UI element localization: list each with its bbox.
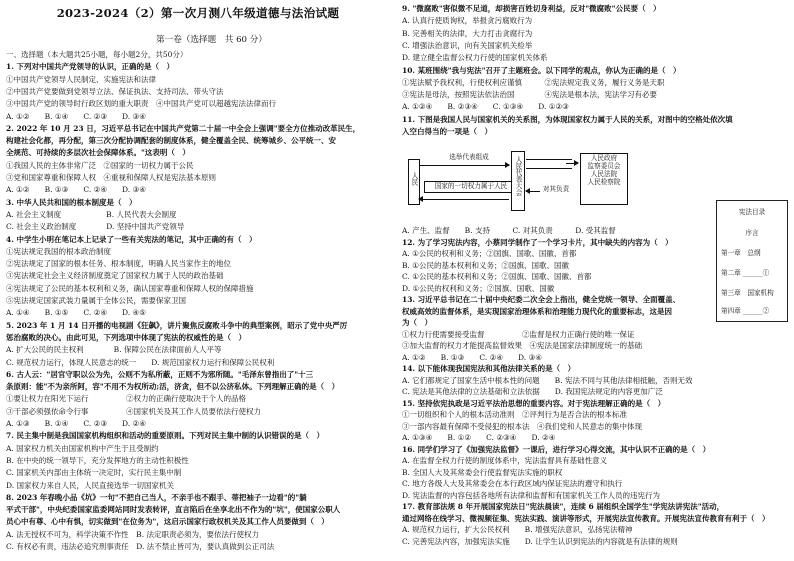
toc-preface: 序言: [745, 229, 759, 237]
question-line: ⑤宪法规定国家武装力量属于全体公民，需要保家卫国: [6, 296, 186, 305]
blank-2-icon: ②: [762, 307, 770, 315]
question-line: ①宪法赋予我权利，行使权利应谨慎 ②宪法规定我义务，履行义务是天职: [402, 77, 665, 87]
toc-row-2: 第二章 ______①: [721, 269, 770, 277]
question-stem: 7. 民主集中制是我国国家机构组织和活动的重要原则。下列对民主集中制的认识错误的是（ ）: [6, 431, 324, 441]
toc-row-4: 第四章 ______②: [721, 307, 770, 315]
question-stem: 11. 下图是我国人民与国家机关的关系图，为体现国家权力属于人民的关系，对图中的空格处依次填: [402, 114, 733, 124]
question-stem: 4. 中学生小明在笔记本上记录了一些有关宪法的笔记，其中正确的有（ ）: [6, 234, 257, 244]
question-line: ③宪法规定社会主义经济制度奠定了国家权力属于人民的政治基础: [6, 271, 224, 281]
all-power-label: 国家的一切权力属于人民: [424, 181, 518, 193]
constitution-toc-card: [716, 200, 788, 322]
question-line: ②宪法规定了国家的根本任务、根本制度，明确人民当家作主的地位: [6, 259, 231, 269]
question-line: D. 国家权力来自人民，人民直接选举一切国家机关: [6, 480, 175, 490]
question-line: A. ①④ B. ①⑤ C. ②④ D. ④⑤: [6, 308, 147, 318]
question-stem: 8. 2023 年春晚小品《坑》一句"不把自己当人，不亲手也不跟手、蒂把袖子一边看"的"躺: [6, 492, 307, 502]
question-line: D. 宪法监督的内容包括各地所有法律和监督和有国家机关工作人员的违宪行为: [402, 490, 661, 500]
npc-box: [511, 151, 525, 211]
question-stem: 员心中有尊、心中有惧，切实做到"在位务为"，这启示国家行政权机关及其工作人员要做到（ ）: [6, 517, 329, 527]
question-line: ②中国共产党要做到党领导立法、保证执法、支持司法、带头守法: [6, 86, 224, 96]
question-stem: 9. "微腐败"害似微不足道，却损害百姓切身利益，反对"微腐败"公民要（ ）: [402, 4, 661, 13]
question-stem: 全规范、可持续的多层次社会保障体系。"这表明（ ）: [6, 148, 190, 158]
arrow-power: [419, 199, 509, 200]
question-stem: 6. 古人云："居官守职以公为先，公则不为私所蔽，正则不为邪所随。"毛泽东曾指出了"十三: [6, 369, 314, 379]
question-line: A. ①② B. ①③ C. ②④ D. ③④: [402, 352, 543, 362]
question-stem: 权威高效的监督体系，是实现国家治理体系和治理能力现代化的重要标志，这是因: [402, 306, 672, 316]
elect-label: 选举代表组成: [449, 153, 489, 161]
question-stem: 17. 教育部法规 8 年开展国家宪法日"宪法晨读"，连续 6 届组织全国学生"学宪法讲宪法"活动，: [402, 502, 725, 511]
question-line: D. ①公民的权利和义务；②国旗、国歌、国徽: [402, 283, 555, 293]
toc-row-1: 第一章 总纲: [721, 249, 761, 257]
organ-4: 人民检察院: [587, 178, 621, 186]
question-stem: 10. 某班围绕"我与宪法"召开了主题班会。以下同学的观点，你认为正确的是（ ）: [402, 65, 681, 75]
question-line: A. ①②④ B. ②③④ C. ①③④ D. ①②③: [402, 102, 569, 112]
question-stem: 构建社会化都，再分配，第三次分配协调配套的制度体系，健全覆盖全民、统筹城乡、公平统一、安: [6, 136, 336, 146]
question-line: A. 在监督全权力行使的制度体系中，宪法监督具有基础性意义: [402, 456, 608, 465]
question-line: A. 扩大公民的民主权利 B. 保障公民在法律面前人人平等: [6, 345, 222, 355]
question-line: A. 认真行使质询权，举报贪污腐败行为: [402, 16, 533, 26]
responsible-label: 对其负责: [542, 185, 570, 193]
question-line: B. 完善相关的法律，大力打击贪腐行为: [402, 28, 533, 38]
question-stem: 1. 下列对中国共产党领导的认识，正确的是（ ）: [6, 62, 174, 72]
arrow-right-top: [566, 163, 578, 164]
question-stem: 5. 2023 年 1 月 14 日开播的电视剧《狂飙》，讲片聚焦反腐败斗争中的典型案例，昭示了党中央严厉: [6, 320, 348, 330]
question-line: A. 法无授权不可为，科学决策不作性 B. 法定职责必须为，要依法行使权力: [6, 529, 259, 539]
organ-2: 监察委员会: [587, 162, 621, 170]
question-stem: 12. 为了学习宪法内容，小蔡同学制作了一个学习卡片，其中缺失的内容为（ ）: [402, 237, 673, 247]
question-line: B. ①公民的基本权利和义务；②国旗、国歌、国徽: [402, 260, 570, 270]
question-line: ①宪法规定我国的根本政治制度: [6, 246, 111, 256]
question-line: C. ①公民的基本权利和义务；②国旗、国歌、国徽、首都: [402, 272, 592, 281]
arrow-elect: [419, 165, 509, 166]
question-line: ③一部内容最有保障不受侵犯的根本法 ④我们党和人民意志的集中体现: [402, 421, 642, 431]
question-stem: 平式干部"，中央纪委国家监委网站同时发表转评，直言陷后在坐享北出不作为的"坑"，使国家公职人: [6, 505, 341, 515]
question-line: A. ①③ B. ①④ C. ②③ D. ②④: [6, 419, 147, 428]
question-line: C. 有权必有责，违法必追究刑事责任 D. 法不禁止皆可为，要认真做到公正司法: [6, 542, 275, 551]
question-line: C. 社会主义政治制度 D. 坚持中国共产党领导: [6, 222, 185, 232]
state-organs-box: [580, 153, 628, 205]
question-line: ③干部必须强依命令行事 ④国家机关及其工作人员要依法行使权力: [6, 406, 261, 416]
power-relation-diagram: [408, 151, 714, 227]
question-stem: 3. 中华人民共和国的根本制度是（ ）: [6, 197, 137, 207]
question-line: A. ①公民的权利和义务；②国旗、国歌、国徽、首都: [402, 249, 577, 258]
question-line: D. 建立健全监督公权力行使的国家机关体系: [402, 53, 548, 63]
question-line: ③加大监督的权力才能提高监督效果 ④宪法是国家法律制度统一的基础: [402, 341, 642, 350]
question-stem: 13. 习近平总书记在二十届中央纪委二次全会上指出，健全党统一领导、全面覆盖、: [402, 295, 681, 304]
question-line: A. 产生、监督 B. 支持 C. 对其负责 D. 受其监督: [402, 226, 616, 235]
question-line: ③党和国家尊重和保障人权 ④重视和保障人权是宪法基本原则: [6, 173, 216, 182]
question-stem: 2. 2022 年 10 月 23 日，习近平总书记在中国共产党第二十届一中全会上强调"要全方位推动改革民生，: [6, 123, 361, 133]
question-stem: 通过网络在线学习、微视频征集、宪法实践、演讲等形式，开展宪法宣传教育。开展宪法宣传教育有利于（ ）: [402, 513, 770, 523]
organ-1: 人民政府: [590, 154, 618, 162]
double-arrow-top: [526, 159, 572, 169]
question-line: B. 全国人大及其常委会行使监督宪法实施的职权: [402, 467, 563, 477]
question-line: A. ①② B. ①④ C. ②③ D. ③④: [6, 111, 147, 121]
question-stem: 惩治腐败的决心。由此可见，下列选项中体现了宪法的权威性的是（ ）: [6, 332, 246, 342]
question-line: C. 规范权力运行，体现人民意志的统一 D. 规范国家权力运行和保障公民权利: [6, 357, 275, 367]
question-line: ①一切组织和个人的根本活动准则 ②评判行为是否合法的根本标准: [402, 410, 627, 419]
toc-row-3: 第三章 国家机构: [721, 289, 774, 297]
question-line: ③中国共产党的领导时行政区划的重大职责 ④中国共产党可以超越宪法法律而行: [6, 99, 276, 109]
people-label: 人民: [410, 172, 418, 186]
question-line: A. 社会主义制度 B. 人民代表大会制度: [6, 209, 177, 219]
question-line: C. 国家机关内部由主体统一决定时，实行民主集中制: [6, 468, 182, 478]
question-stem: 15. 坚持依宪执政是习近平法治思想的重要内容。对于宪法理解正确的是（ ）: [402, 398, 666, 408]
question-stem: 条原则：能"不为亲所阿，容"不用不为权所动;活，济贪，但不以公济私体。下列理解正确的是（ ）: [6, 382, 340, 392]
question-line: A. ①③④ B. ①② C. ②③④ D. ②④: [402, 433, 556, 442]
question-line: A. 国家权力机关由国家机构中产生于且受制约: [6, 443, 159, 453]
question-line: B. 在中央的统一领导下，充分发挥地方的主动性积极性: [6, 455, 189, 465]
question-stem: 14. 以下能体现我国宪法和其他法律关系的是（ ）: [402, 364, 576, 373]
question-stem: 为（ ）: [402, 318, 432, 327]
question-line: 一、选择题（本大题共25小题，每小题2分，共50分）: [6, 50, 188, 59]
question-line: A. 它们都规定了国家生活中根本性的问题 B. 宪法不同与其他法律相抵触，否则无效: [402, 375, 693, 385]
blank-1-icon: ①: [762, 269, 770, 277]
part-heading: 第一卷（选择题 共 60 分）: [156, 35, 267, 45]
page-title: 2023-2024（2）第一次月测八年级道德与法治试题: [56, 6, 340, 20]
question-line: ①中国共产党领导人民制定、实施宪法和法律: [6, 74, 156, 84]
question-stem: 入空白得当的一项是（ ）: [402, 127, 492, 136]
question-line: ①权力行使需要接受监督 ②监督是权力正确行使的唯一保证: [402, 329, 635, 339]
question-line: C. 完善宪法内容，加强宪法实施 D. 让学生认识到宪法的内容就是有法律的规则: [402, 536, 678, 546]
question-line: ①我国人民的主体非常广泛 ②国家的一切权力属于公民: [6, 160, 194, 170]
question-line: C. 增强法治意识，向有关国家机关检举: [402, 40, 533, 50]
question-line: ④宪法规定了公民的基本权利和义务，确认国家尊重和保障人权的保障措施: [6, 283, 254, 293]
toc-title: 宪法目录: [738, 208, 766, 216]
question-line: A. ①② B. ①③ C. ②④ D. ③④: [6, 185, 147, 195]
question-line: C. 地方各级人大及其常委会在本行政区域内保证宪法的遵守和执行: [402, 479, 623, 488]
question-stem: 16. 同学们学习了《加强宪法监督》一课后，进行学习心得交流，其中认识不正确的是（ ）: [402, 444, 711, 454]
question-line: C. 宪法是其他法律的立法基础和立法依据 D. 我国宪法规定的内容更加广泛: [402, 387, 663, 396]
npc-label: 人民代表大会: [514, 156, 522, 196]
organ-3: 人民法院: [590, 170, 618, 178]
question-line: ①要让权力在阳光下运行 ②权力的正确行使取决于个人的品格: [6, 394, 246, 404]
question-line: A. 规范权力运行，扩大公民权利 B. 增强宪法意识，弘扬宪法精神: [402, 525, 633, 534]
question-line: ③宪法是母法，按照宪法依法治国 ④宪法是根本法，宪法学习有必要: [402, 90, 657, 100]
